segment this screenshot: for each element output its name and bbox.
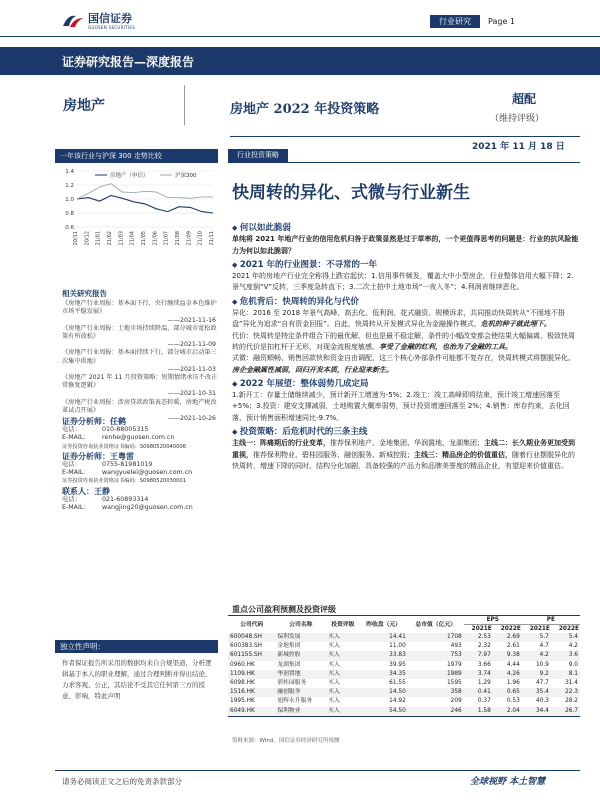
table-source: 资料来源：Wind、国信证券经济研究所预测 <box>232 738 340 744</box>
table-cell: 9.0 <box>568 661 578 668</box>
analyst-contacts <box>62 416 222 512</box>
related-report-title: 《房地产行业周报：土地市场持续降温，部分城市宽松政策有所放松》 <box>62 324 217 341</box>
table-cell: 1109.HK <box>228 670 275 679</box>
table-cell: 2.04 <box>493 707 522 717</box>
x-tick-label: 21/04 <box>129 231 136 246</box>
logo-mark-icon <box>62 12 84 30</box>
table-row <box>228 679 580 688</box>
paragraph: 异化：2016 至 2018 年景气高峰，高去化、低利润、花式融资、规模诉求，共同推动快周转从“不囤地不捂盘”异化为追求“自有资金回报”。自此，快周转从开发模式异化为金融操作模式，危机的种子就此埋下。 <box>232 309 565 329</box>
table-cell: 4.2 <box>568 643 578 650</box>
footer-slogan: 全球视野 本土智慧 <box>470 777 546 787</box>
paragraph: 2021 年的房地产行业完全称得上跌宕起伏：1.信用事件频发，覆盖大中小型房企，行业整体信用大幅下降；2.景气度倒“V”反转，三季度急转直下；3.二次土拍中土地市场“一夜入冬”；4.利润表继续恶化。 <box>232 272 574 292</box>
table-cell: 买入 <box>328 661 340 668</box>
table-cell: 买入 <box>328 680 340 687</box>
table-cell: 3.74 <box>464 670 493 679</box>
paragraph: 单纯将 2021 年地产行业的信用危机归咎于政策显然是过于草率的，一个更值得思考的问题是：行业的抗风险能力为何以如此脆弱？ <box>232 235 579 255</box>
table-row <box>228 633 580 642</box>
table-cell: 6098.HK <box>230 680 255 687</box>
phone-label: 电话： <box>62 426 81 434</box>
logo-name-en: GUOSEN SECURITIES <box>88 24 136 30</box>
related-report-item <box>62 374 222 399</box>
table-cell: 买入 <box>326 707 359 717</box>
x-tick-label: 21/06 <box>152 231 159 246</box>
section-divider <box>228 162 580 163</box>
section-tag: 行业投资策略 <box>228 149 288 162</box>
table-cell: 6049.HK <box>228 707 275 717</box>
table-cell: 26.7 <box>551 707 580 717</box>
table-cell: 买入 <box>328 698 340 705</box>
table-cell: 1.58 <box>464 707 493 717</box>
table-row <box>228 651 580 660</box>
table-cell: 35.4 <box>522 688 551 697</box>
analyst-role: 证券分析师： <box>62 417 110 426</box>
analyst-cert: 证券投资咨询执业资格证书编码：S0980520040006 <box>62 443 187 450</box>
table-cell: 1.29 <box>477 680 491 687</box>
table-cell: 600048.SH <box>228 633 275 642</box>
related-report-title: 《房地产行业周报：基本面持续下行，部分城市启动第三次集中供地》 <box>62 349 217 365</box>
analyst-cert: 证券投资咨询执业资格证书编码：S0980520030001 <box>62 478 187 485</box>
table-cell: 0.65 <box>493 688 522 697</box>
col-header: 昨收盘（元） <box>359 616 407 634</box>
table-cell: 40.3 <box>535 698 549 705</box>
table-cell: 1516.HK <box>228 688 275 697</box>
table-cell: 0.53 <box>506 698 520 705</box>
section-heading: ◆ 何以如此脆弱 <box>232 223 580 234</box>
table-cell: 1708 <box>408 633 464 642</box>
related-report-date: ——2021-10-31 <box>167 390 216 398</box>
analyst-entry <box>62 418 222 451</box>
table-cell: 358 <box>408 688 464 697</box>
table-cell: 保利物业 <box>275 707 326 717</box>
table-cell: 买入 <box>326 633 359 642</box>
table-cell: 3.6 <box>551 651 580 660</box>
table-cell: 10.9 <box>535 661 549 668</box>
analyst-role: 证券分析师： <box>62 451 110 461</box>
related-report-date: ——2021-10-26 <box>167 415 216 423</box>
col-header: 2021E <box>471 626 492 632</box>
related-report-item <box>62 325 222 350</box>
table-cell: 61.55 <box>389 680 406 687</box>
table-cell: 34.4 <box>522 707 551 717</box>
analyst-entry <box>62 488 222 513</box>
table-cell: 5.7 <box>522 633 551 642</box>
paragraph: 主线一：阵痛期后的行业变革，推荐保利地产、金地集团、华润置地、龙湖集团；主线二：长久期业务更加受到重视，推荐保利物业、碧桂园服务、融创服务、新城控股；主线三：精品房企的价值重估，随着行业摆脱异化的快周转，增速下降的同时，结构分化加剧，具备较强的产品力和品牌美誉度的精品企业，有望迎来价值重估。 <box>232 439 575 470</box>
section-heading: ◆ 危机背后：快周转的异化与代价 <box>232 297 580 308</box>
table-cell: 14.41 <box>359 633 407 642</box>
table-cell: 31.4 <box>565 680 578 687</box>
y-tick-label: 1.0 <box>65 197 74 203</box>
table-cell: 4.44 <box>506 661 520 668</box>
table-cell: 1595 <box>446 680 462 687</box>
y-tick-label: 1.2 <box>65 183 74 189</box>
related-report-item <box>62 349 222 374</box>
table-cell: 753 <box>408 651 464 660</box>
table-cell: 246 <box>408 707 464 717</box>
analyst-role: 联系人： <box>62 486 94 496</box>
table-cell: 买入 <box>328 643 340 650</box>
independence-heading: 独立性声明： <box>55 640 218 653</box>
related-reports <box>62 290 222 423</box>
table-cell: 0960.HK <box>230 661 255 668</box>
table-cell: 4.7 <box>539 643 549 650</box>
table-row <box>228 697 580 706</box>
col-header: 2022E <box>558 626 579 632</box>
x-tick-label: 21/05 <box>141 231 147 246</box>
table-cell: 龙湖集团 <box>277 661 301 668</box>
related-report-date: ——2021-11-16 <box>167 316 216 324</box>
paragraph: 代价：快周转是特定条件组合下的最优解，但也是最不稳定解，条件的小幅改变都会使结果大幅偏离，极致快周转的代价是扣杠杆于无形，对现金流极度敏感。享受了金融的红利，也治为了金融的工具。 <box>232 331 575 351</box>
table-row <box>228 642 580 651</box>
table-cell: 碧桂园服务 <box>277 680 307 687</box>
table-cell: 0.41 <box>464 688 493 697</box>
analyst-phone: 010-88005315 <box>102 426 149 434</box>
email-label: E-MAIL： <box>62 434 90 442</box>
col-header: 2022E <box>500 626 521 632</box>
table-cell: 11.00 <box>389 643 406 650</box>
footer-disclaimer: 请务必阅读正文之后的免责条款部分 <box>62 777 182 786</box>
table-cell: 34.35 <box>359 670 407 679</box>
analyst-name: 王静 <box>94 486 110 496</box>
section-heading: ◆ 2022 年展望：整体弱势几成定局 <box>232 379 580 390</box>
table-cell: 1995.HK <box>230 698 255 705</box>
analyst-email[interactable]: wangjing20@guosen.com.cn <box>102 504 193 512</box>
table-cell: 8.1 <box>551 670 580 679</box>
related-report-date: ——2021-11-09 <box>167 341 216 349</box>
col-header: 2021E <box>529 626 550 632</box>
analyst-phone: 021-60893314 <box>102 495 149 503</box>
related-report-title: 《房地产行业周报：涉房贷款政策表态转暖，房地产税改革试点开展》 <box>62 398 217 414</box>
table-cell: 买入 <box>326 670 359 679</box>
report-date: 2021 年 11 月 18 日 <box>472 142 565 152</box>
main-title: 快周转的异化、式微与行业新生 <box>232 183 470 203</box>
analyst-email[interactable]: wangyuelei@guosen.com.cn <box>102 469 193 477</box>
chart-heading: 一年该行业与沪深 300 走势比较 <box>55 149 218 163</box>
table-row <box>228 661 580 670</box>
table-cell: 1.96 <box>506 680 520 687</box>
table-cell: 33.83 <box>359 651 407 660</box>
paragraph: 1.新开工：存量土储继续减少，预计新开工增速为-5%；2.竣工：竣工高峰即将结束，预计竣工增速回落至+5%；3.投资：建安支撑减弱，土地购置大概率弱势，预计投资增速回落至 2%；4.销售：库存约束，去化回落，预计销售面积增速同比-9.7%。 <box>232 391 570 422</box>
forecast-table <box>228 615 580 717</box>
table-cell: 新城控股 <box>275 651 326 660</box>
table-cell: 5.4 <box>551 633 580 642</box>
table-cell: 600383.SH <box>230 643 263 650</box>
legend-label: 沪深300 <box>175 173 197 179</box>
table-cell: 39.95 <box>389 661 406 668</box>
email-label: E-MAIL： <box>62 504 90 512</box>
report-title: 房地产 2022 年投资策略 <box>230 102 380 117</box>
trend-chart <box>55 165 218 260</box>
analyst-phone: 0755-81981019 <box>102 461 153 469</box>
x-tick-label: 21/07 <box>163 231 170 246</box>
sector-name: 房地产 <box>63 98 105 114</box>
section-heading: ◆ 2021 年的行业图景：不寻常的一年 <box>232 260 580 271</box>
x-tick-label: 21/01 <box>95 231 102 246</box>
top-bar <box>430 15 570 28</box>
table-row <box>228 670 580 679</box>
analyst-entry <box>62 453 222 486</box>
email-label: E-MAIL： <box>62 469 90 477</box>
analyst-name: 任鹤 <box>110 417 126 426</box>
x-tick-label: 21/03 <box>118 231 125 246</box>
page-number: Page 1 <box>488 17 515 26</box>
table-cell: 融创服务 <box>275 688 326 697</box>
table-cell: 14.92 <box>389 698 406 705</box>
table-cell: 4.2 <box>522 651 551 660</box>
related-report-title: 《房地产行业周报：基本面下行，央行继续益金本色维护市场平稳发展》 <box>62 300 217 316</box>
table-cell: 买入 <box>326 688 359 697</box>
related-reports-title: 相关研究报告 <box>62 289 107 298</box>
table-cell: 华润置地 <box>275 670 326 679</box>
table-cell: 14.50 <box>359 688 407 697</box>
related-report-date: ——2021-11-03 <box>167 365 216 373</box>
table-cell: 493 <box>450 643 462 650</box>
analyst-email[interactable]: renhe@guosen.com.cn <box>102 434 175 442</box>
sector-box <box>55 85 185 125</box>
table-cell: 旭辉永升服务 <box>277 698 313 705</box>
table-cell: 0.37 <box>477 698 491 705</box>
table-row <box>228 707 580 717</box>
footer-divider <box>55 770 580 771</box>
table-cell: 9.38 <box>493 651 522 660</box>
table-cell: 2.69 <box>493 633 522 642</box>
col-header: 总市值（亿元） <box>408 616 464 634</box>
table-cell: 601155.SH <box>228 651 275 660</box>
col-header: 投资评级 <box>326 616 359 634</box>
y-tick-label: 0.8 <box>65 211 74 217</box>
table-cell: 28.2 <box>565 698 578 705</box>
related-report-title: 《房地产 2021 年 11 月投资策略：短期情绪承压不改正常修复逻辑》 <box>62 374 218 390</box>
table-cell: 2.32 <box>477 643 491 650</box>
table-cell: 2.53 <box>464 633 493 642</box>
rating: 超配 <box>512 92 537 106</box>
table-cell: 3.66 <box>477 661 491 668</box>
table-title: 重点公司盈利预测及投资评级 <box>232 605 336 614</box>
x-tick-label: 20/11 <box>73 231 79 246</box>
table-cell: 9.2 <box>522 670 551 679</box>
paragraph: 式微：融资順畅、销售回款快和资金自由调配，这三个核心外部条件可能都不复存在，快周转模式将摆脱异化。房企金融属性减弱，回归开发本质，行业迎来新生。 <box>232 354 575 374</box>
table-cell: 54.50 <box>359 707 407 717</box>
table-cell: 22.3 <box>551 688 580 697</box>
table-cell: 1989 <box>408 670 464 679</box>
independence-statement: 作者保证报告所采用的数据均来自合规渠道，分析逻辑基于本人的职业理解，通过合理判断并得出结论，力求客观、公正，其结论不受其它任何第三方的授意、影响，特此声明 <box>62 659 212 700</box>
table-cell: 2.61 <box>506 643 520 650</box>
x-tick-label: 21/09 <box>186 231 193 246</box>
legend-label: 房地产（申信） <box>110 173 149 179</box>
col-header: 公司代码 <box>228 616 275 634</box>
table-cell: 1979 <box>446 661 462 668</box>
logo-name: 国信证券 <box>88 11 132 25</box>
table-row <box>228 688 580 697</box>
eps-group-header: EPS <box>464 616 522 625</box>
table-cell: 47.7 <box>535 680 549 687</box>
company-logo <box>62 10 135 32</box>
table-cell: 209 <box>450 698 462 705</box>
x-tick-label: 21/11 <box>209 231 215 246</box>
analyst-name: 王粤雷 <box>110 451 134 461</box>
report-category-tag: 行业研究 <box>430 15 480 28</box>
date-divider <box>230 136 580 137</box>
x-tick-label: 20/12 <box>84 231 91 246</box>
rating-note: （维持评级） <box>490 114 545 124</box>
series-line-1 <box>77 184 213 199</box>
phone-label: 电话： <box>62 461 81 469</box>
y-tick-label: 1.4 <box>65 169 74 175</box>
x-tick-label: 21/10 <box>197 231 204 246</box>
section-heading: ◆ 投资策略：后危机时代的三条主线 <box>232 427 580 438</box>
table-cell: 保利发展 <box>275 633 326 642</box>
x-tick-label: 21/02 <box>107 231 113 246</box>
pe-group-header: PE <box>522 616 580 625</box>
table-cell: 4.26 <box>493 670 522 679</box>
report-type-title: 证券研究报告—深度报告 <box>62 55 195 69</box>
table-cell: 7.97 <box>464 651 493 660</box>
table-cell: 买入 <box>326 651 359 660</box>
x-tick-label: 21/08 <box>175 231 181 246</box>
header-divider <box>0 36 600 37</box>
summary-body <box>232 220 580 472</box>
y-tick-label: 0.6 <box>65 225 74 231</box>
col-header: 公司名称 <box>275 616 326 634</box>
table-cell: 金地集团 <box>277 643 301 650</box>
related-report-item <box>62 300 222 325</box>
title-band <box>0 47 600 75</box>
phone-label: 电话： <box>62 495 81 503</box>
